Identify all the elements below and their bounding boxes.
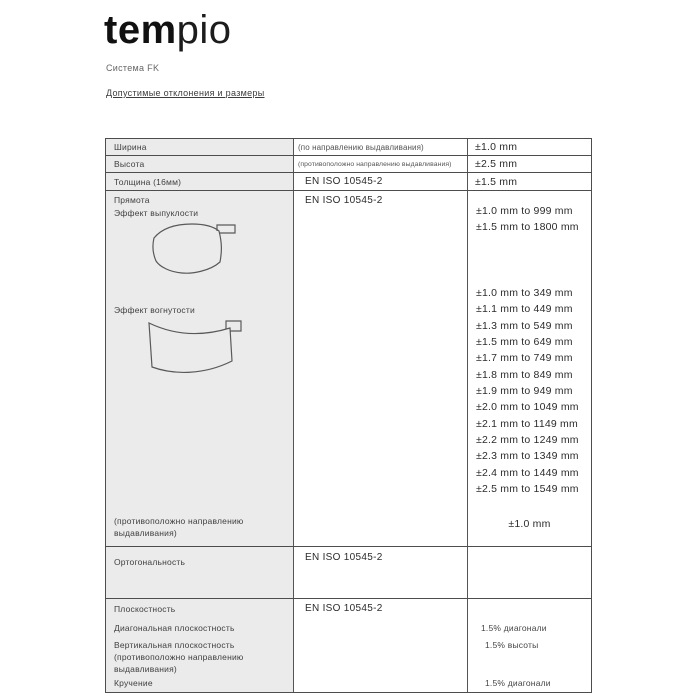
concave-value: ±1.8 mm to 849 mm xyxy=(476,368,573,381)
concave-value: ±1.3 mm to 549 mm xyxy=(476,319,573,332)
height-method: (противоположно направлению выдавливания) xyxy=(298,160,452,168)
torsion-label: Кручение xyxy=(114,678,153,688)
orthogonality-method: EN ISO 10545-2 xyxy=(305,552,383,563)
thickness-label: Толщина (16мм) xyxy=(114,176,182,187)
concave-value: ±2.4 mm to 1449 mm xyxy=(476,466,579,479)
concave-value: ±1.5 mm to 649 mm xyxy=(476,336,573,349)
thickness-method: EN ISO 10545-2 xyxy=(305,176,383,187)
table-row-orthogonality xyxy=(106,547,591,599)
tempio-logo xyxy=(104,8,232,52)
straightness-label-cell xyxy=(106,191,293,546)
orthogonality-value-cell xyxy=(467,547,591,598)
concave-panel-icon xyxy=(142,319,246,383)
concave-values-list xyxy=(469,285,579,497)
torsion-value: 1.5% диагонали xyxy=(485,678,551,688)
table-row-straightness xyxy=(106,191,591,547)
opposite-direction-value: ±1.0 mm xyxy=(508,518,551,530)
straightness-values-cell xyxy=(467,191,591,546)
flatness-method-cell xyxy=(293,599,467,692)
convex-panel-icon xyxy=(150,221,242,281)
table-row-width xyxy=(106,139,591,156)
concave-value: ±1.9 mm to 949 mm xyxy=(476,385,573,398)
height-value-cell xyxy=(467,156,591,172)
concave-value: ±1.0 mm to 349 mm xyxy=(476,287,573,299)
height-method-cell xyxy=(293,156,467,172)
width-label-cell xyxy=(106,139,293,155)
straightness-method-cell xyxy=(293,191,467,546)
convex-value: ±1.0 mm to 999 mm xyxy=(476,205,573,217)
orthogonality-label-cell xyxy=(106,547,293,598)
table-row-flatness xyxy=(106,599,591,692)
convex-value: ±1.5 mm to 1800 mm xyxy=(476,220,579,233)
height-label-cell xyxy=(106,156,293,172)
concave-value: ±2.1 mm to 1149 mm xyxy=(476,417,578,430)
height-label: Высота xyxy=(114,159,145,169)
orthogonality-method-cell xyxy=(293,547,467,598)
straightness-label: Прямота xyxy=(114,195,150,205)
system-subtitle: Система FK xyxy=(106,63,160,73)
flatness-label: Плоскостность xyxy=(114,604,176,614)
table-row-thickness xyxy=(106,173,591,191)
concave-value: ±1.7 mm to 749 mm xyxy=(476,352,573,365)
thickness-value: ±1.5 mm xyxy=(475,175,518,188)
concave-value: ±2.5 mm to 1549 mm xyxy=(476,483,579,496)
concave-value: ±2.2 mm to 1249 mm xyxy=(476,434,579,447)
convex-effect-label: Эффект выпуклости xyxy=(114,208,199,218)
concave-value: ±2.0 mm to 1049 mm xyxy=(476,401,579,414)
straightness-method: EN ISO 10545-2 xyxy=(305,195,383,206)
vertical-flatness-label: Вертикальная плоскостность (противоположно направлению выдавливания) xyxy=(114,640,244,674)
vertical-flatness-value: 1.5% высоты xyxy=(485,640,539,650)
concave-value: ±2.3 mm to 1349 mm xyxy=(476,450,579,463)
thickness-value-cell xyxy=(467,173,591,190)
width-method: (по направлению выдавливания) xyxy=(298,142,424,152)
flatness-label-cell xyxy=(106,599,293,692)
diagonal-flatness-value: 1.5% диагонали xyxy=(481,623,547,633)
diagonal-flatness-label: Диагональная плоскостность xyxy=(114,623,235,633)
table-row-height xyxy=(106,156,591,173)
tolerances-link[interactable]: Допустимые отклонения и размеры xyxy=(106,88,265,98)
tolerances-table xyxy=(105,138,592,693)
orthogonality-label: Ортогональность xyxy=(114,557,186,567)
width-value-cell xyxy=(467,139,591,155)
logo-light-part: pio xyxy=(176,8,232,52)
width-method-cell xyxy=(293,139,467,155)
logo-bold-part: tem xyxy=(104,8,177,52)
opposite-direction-label: (противоположно направлению выдавливания) xyxy=(114,516,244,538)
concave-value: ±1.1 mm to 449 mm xyxy=(476,303,573,316)
flatness-values-cell xyxy=(467,599,591,692)
height-value: ±2.5 mm xyxy=(475,158,518,170)
width-value: ±1.0 mm xyxy=(475,141,518,153)
thickness-method-cell xyxy=(293,173,467,190)
width-label: Ширина xyxy=(114,142,147,152)
concave-effect-label: Эффект вогнутости xyxy=(114,305,195,315)
thickness-label-cell xyxy=(106,173,293,190)
flatness-method: EN ISO 10545-2 xyxy=(305,603,383,614)
convex-values-list xyxy=(469,204,579,235)
